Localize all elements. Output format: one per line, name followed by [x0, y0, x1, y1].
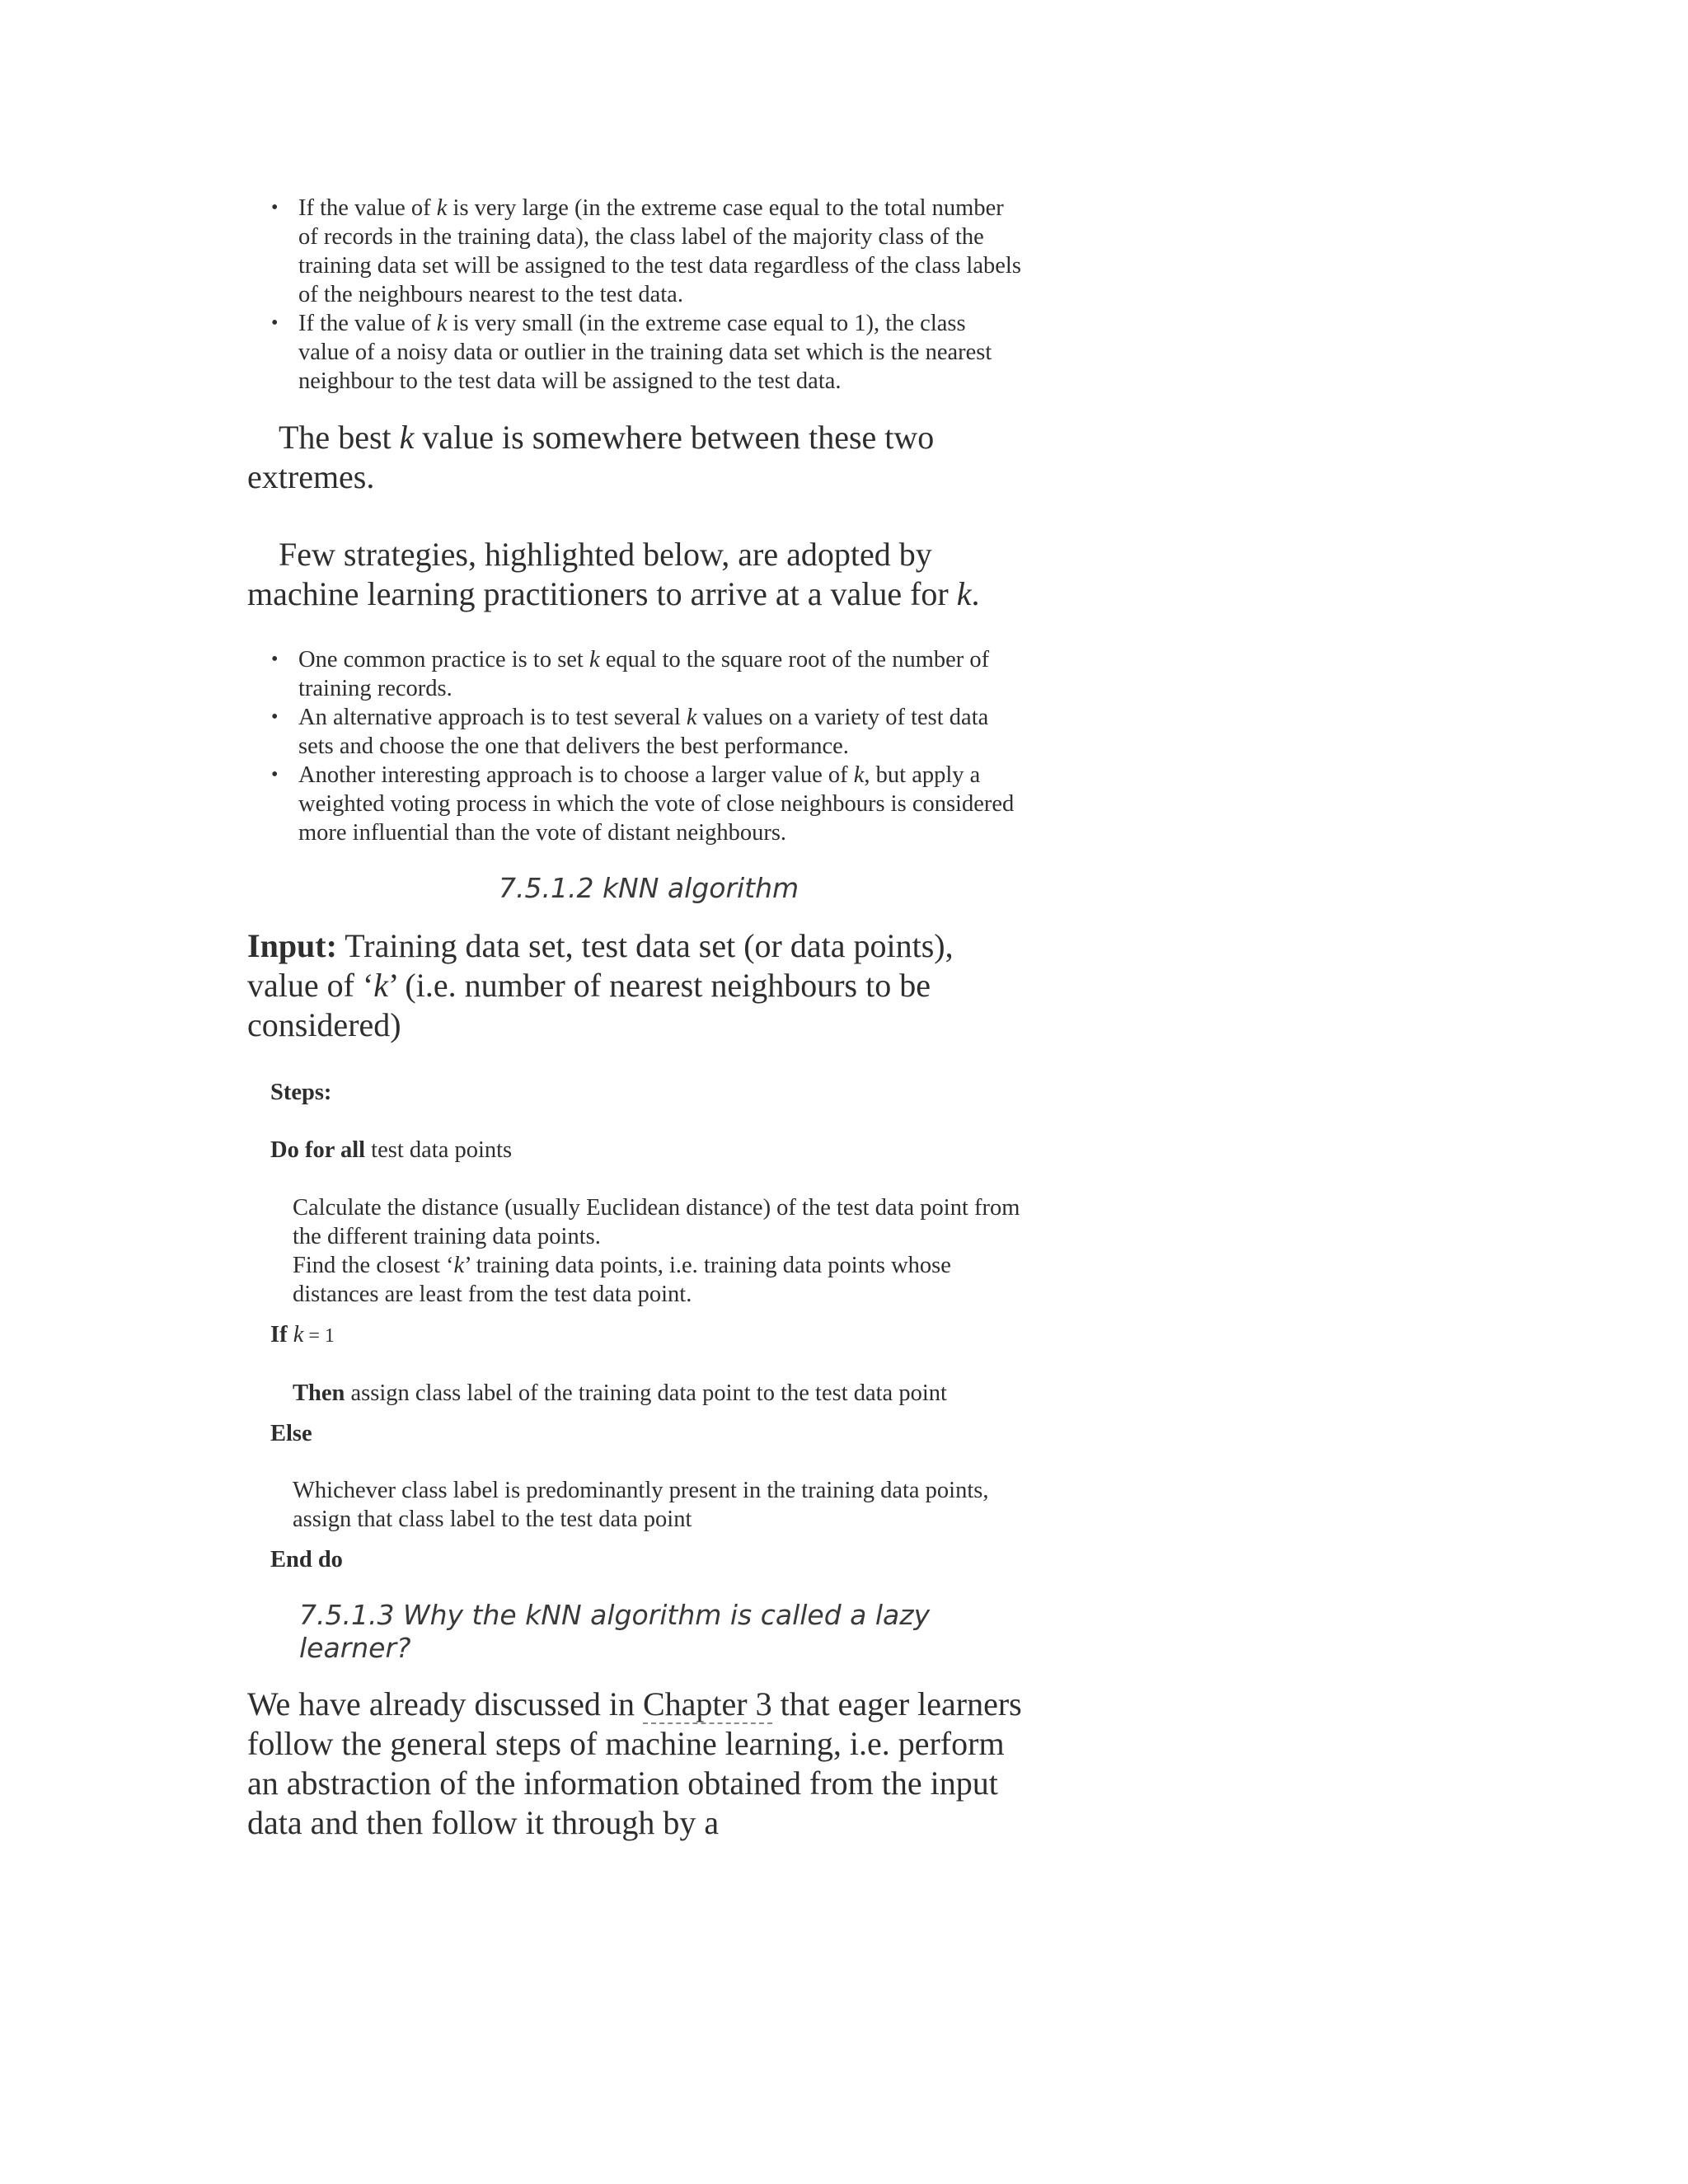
page-content — [247, 194, 1022, 1843]
end-do-line: End do — [270, 1547, 343, 1572]
algorithm-steps — [247, 1078, 1022, 1574]
list-item: • If the value of k is very small (in the extreme case equal to 1), the class value of a noisy data or outlier in the training data set which is the nearest neighbour to the test data will be assigned to the test data. — [298, 309, 1022, 396]
paragraph-eager-learners: We have already discussed in Chapter 3 that eager learners follow the general steps of machine learning, i.e. perform an abstraction of the information obtained from the input data and then follow it through by a — [247, 1685, 1022, 1841]
paragraph-input: Input: Training data set, test data set (or data points), value of ‘k’ (i.e. number of nearest neighbours to be considered) — [247, 927, 954, 1043]
paragraph-best-k: The best k value is somewhere between these two extremes. — [247, 419, 935, 495]
list-item: • An alternative approach is to test several k values on a variety of test data sets and choose the one that delivers the best performance. — [298, 703, 1022, 761]
list-item: • Another interesting approach is to choose a larger value of k, but apply a weighted voting process in which the vote of close neighbours is considered more influential than the vote of distant neighbours. — [298, 761, 1022, 847]
section-heading-lazy-learner: 7.5.1.3 Why the kNN algorithm is called a lazy learner? — [299, 1599, 931, 1664]
calculate-step: Calculate the distance (usually Euclidean distance) of the test data point from the different training data points. — [293, 1195, 1020, 1249]
else-line: Else — [270, 1421, 312, 1446]
list-item: • One common practice is to set k equal to the square root of the number of training records. — [298, 645, 1022, 703]
whichever-step: Whichever class label is predominantly present in the training data points, assign that class label to the test data point — [293, 1478, 989, 1532]
chapter-3-link[interactable]: Chapter 3 — [642, 1685, 772, 1722]
find-closest-step: Find the closest ‘k’ training data points, i.e. training data points whose distances are least from the test data point. — [293, 1253, 951, 1307]
bullet-list-k-extremes — [247, 194, 1022, 396]
section-heading-knn-algorithm: 7.5.1.2 kNN algorithm — [499, 872, 799, 904]
list-item: • If the value of k is very large (in the extreme case equal to the total number of records in the training data), the class label of the majority class of the training data set will be assigned to the test data regardless of the class labels of the neighbours nearest to the test data. — [298, 194, 1022, 309]
paragraph-strategies: Few strategies, highlighted below, are adopted by machine learning practitioners to arrive at a value for k. — [247, 536, 980, 612]
bullet-list-strategies — [247, 645, 1022, 847]
steps-label: Steps: — [270, 1080, 332, 1105]
then-line: Then assign class label of the training data point to the test data point — [293, 1380, 947, 1406]
if-line: If k = 1 — [270, 1322, 335, 1347]
do-for-all-line: Do for all test data points — [270, 1137, 513, 1163]
